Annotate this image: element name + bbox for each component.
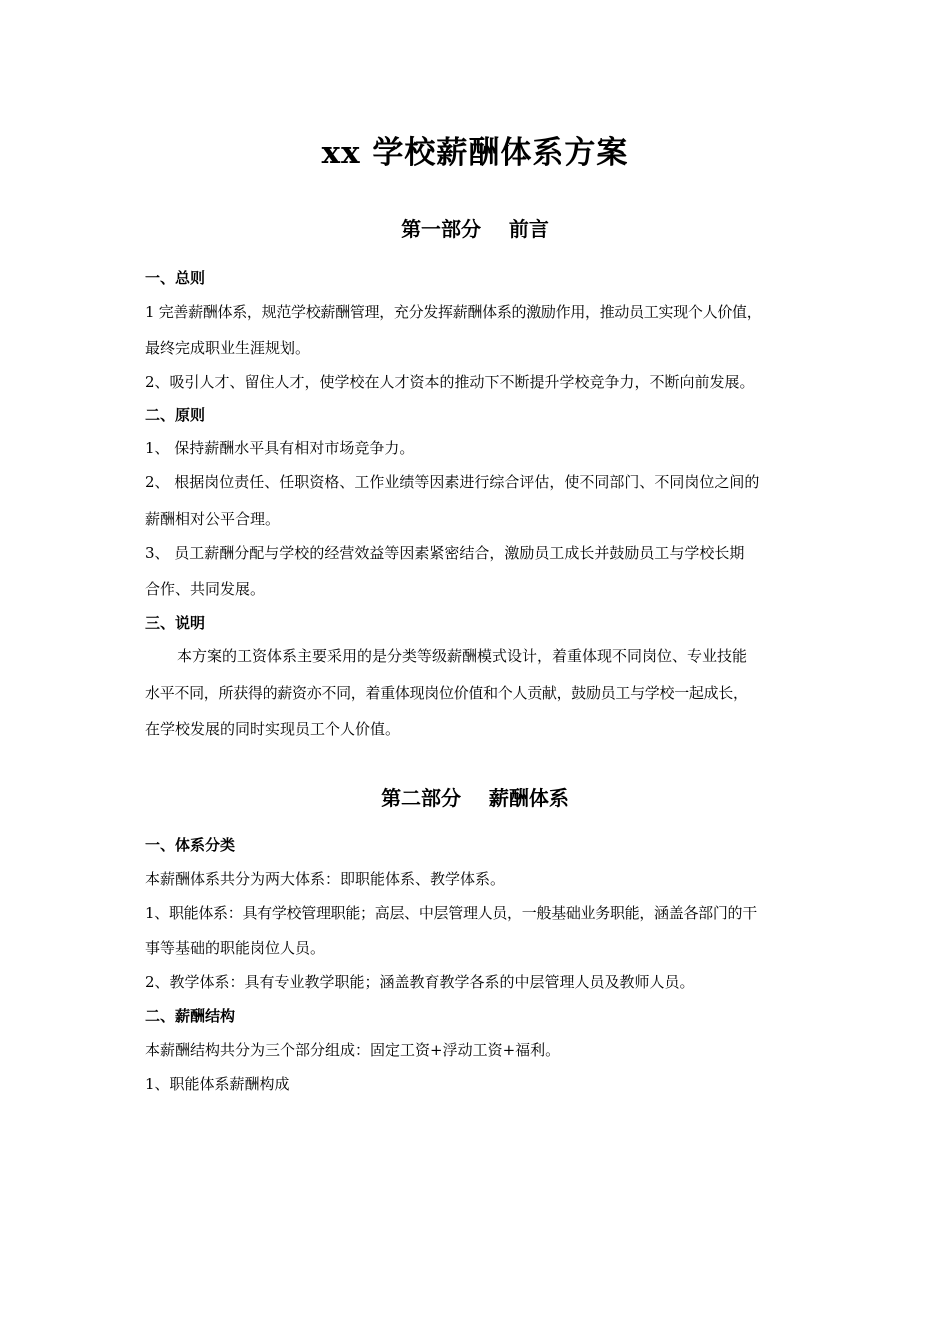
part2-title: 第二部分 薪酬体系 [381,786,569,810]
paragraph-line: 事等基础的职能岗位人员。 [145,939,326,957]
paragraph-line: 3、 员工薪酬分配与学校的经营效益等因素紧密结合，激励员工成长并鼓励员工与学校长期 [145,544,745,562]
paragraph-line: 本方案的工资体系主要采用的是分类等级薪酬模式设计，着重体现不同岗位、专业技能 [177,647,748,665]
document-title: xx 学校薪酬体系方案 [321,135,629,171]
part2-section2-heading: 二、薪酬结构 [145,1007,236,1025]
paragraph-line: 1、 保持薪酬水平具有相对市场竞争力。 [145,439,415,457]
paragraph-line: 本薪酬体系共分为两大体系：即职能体系、教学体系。 [145,870,506,888]
paragraph-line: 薪酬相对公平合理。 [145,510,281,528]
part1-section3-heading: 三、说明 [145,614,206,632]
paragraph-line: 本薪酬结构共分为三个部分组成：固定工资+浮动工资+福利。 [145,1041,561,1059]
paragraph-line: 1 完善薪酬体系，规范学校薪酬管理，充分发挥薪酬体系的激励作用，推动员工实现个人价值， [145,303,762,321]
part1-title: 第一部分 前言 [401,217,549,241]
part1-section2-heading: 二、原则 [145,406,206,424]
paragraph-line: 水平不同，所获得的薪资亦不同，着重体现岗位价值和个人贡献，鼓励员工与学校一起成长， [145,684,748,702]
paragraph-line: 在学校发展的同时实现员工个人价值。 [145,720,401,738]
paragraph-line: 2、 根据岗位责任、任职资格、工作业绩等因素进行综合评估，使不同部门、不同岗位之间的 [145,473,760,491]
paragraph-line: 合作、共同发展。 [145,580,266,598]
paragraph-line: 1、职能体系：具有学校管理职能；高层、中层管理人员，一般基础业务职能，涵盖各部门的干 [145,904,757,922]
paragraph-line: 1、职能体系薪酬构成 [145,1075,290,1093]
part1-section1-heading: 一、总则 [145,269,206,287]
paragraph-line: 2、吸引人才、留住人才，使学校在人才资本的推动下不断提升学校竞争力，不断向前发展。 [145,373,755,391]
paragraph-line: 2、教学体系：具有专业教学职能；涵盖教育教学各系的中层管理人员及教师人员。 [145,973,695,991]
paragraph-line: 最终完成职业生涯规划。 [145,339,311,357]
part2-section1-heading: 一、体系分类 [145,836,236,854]
